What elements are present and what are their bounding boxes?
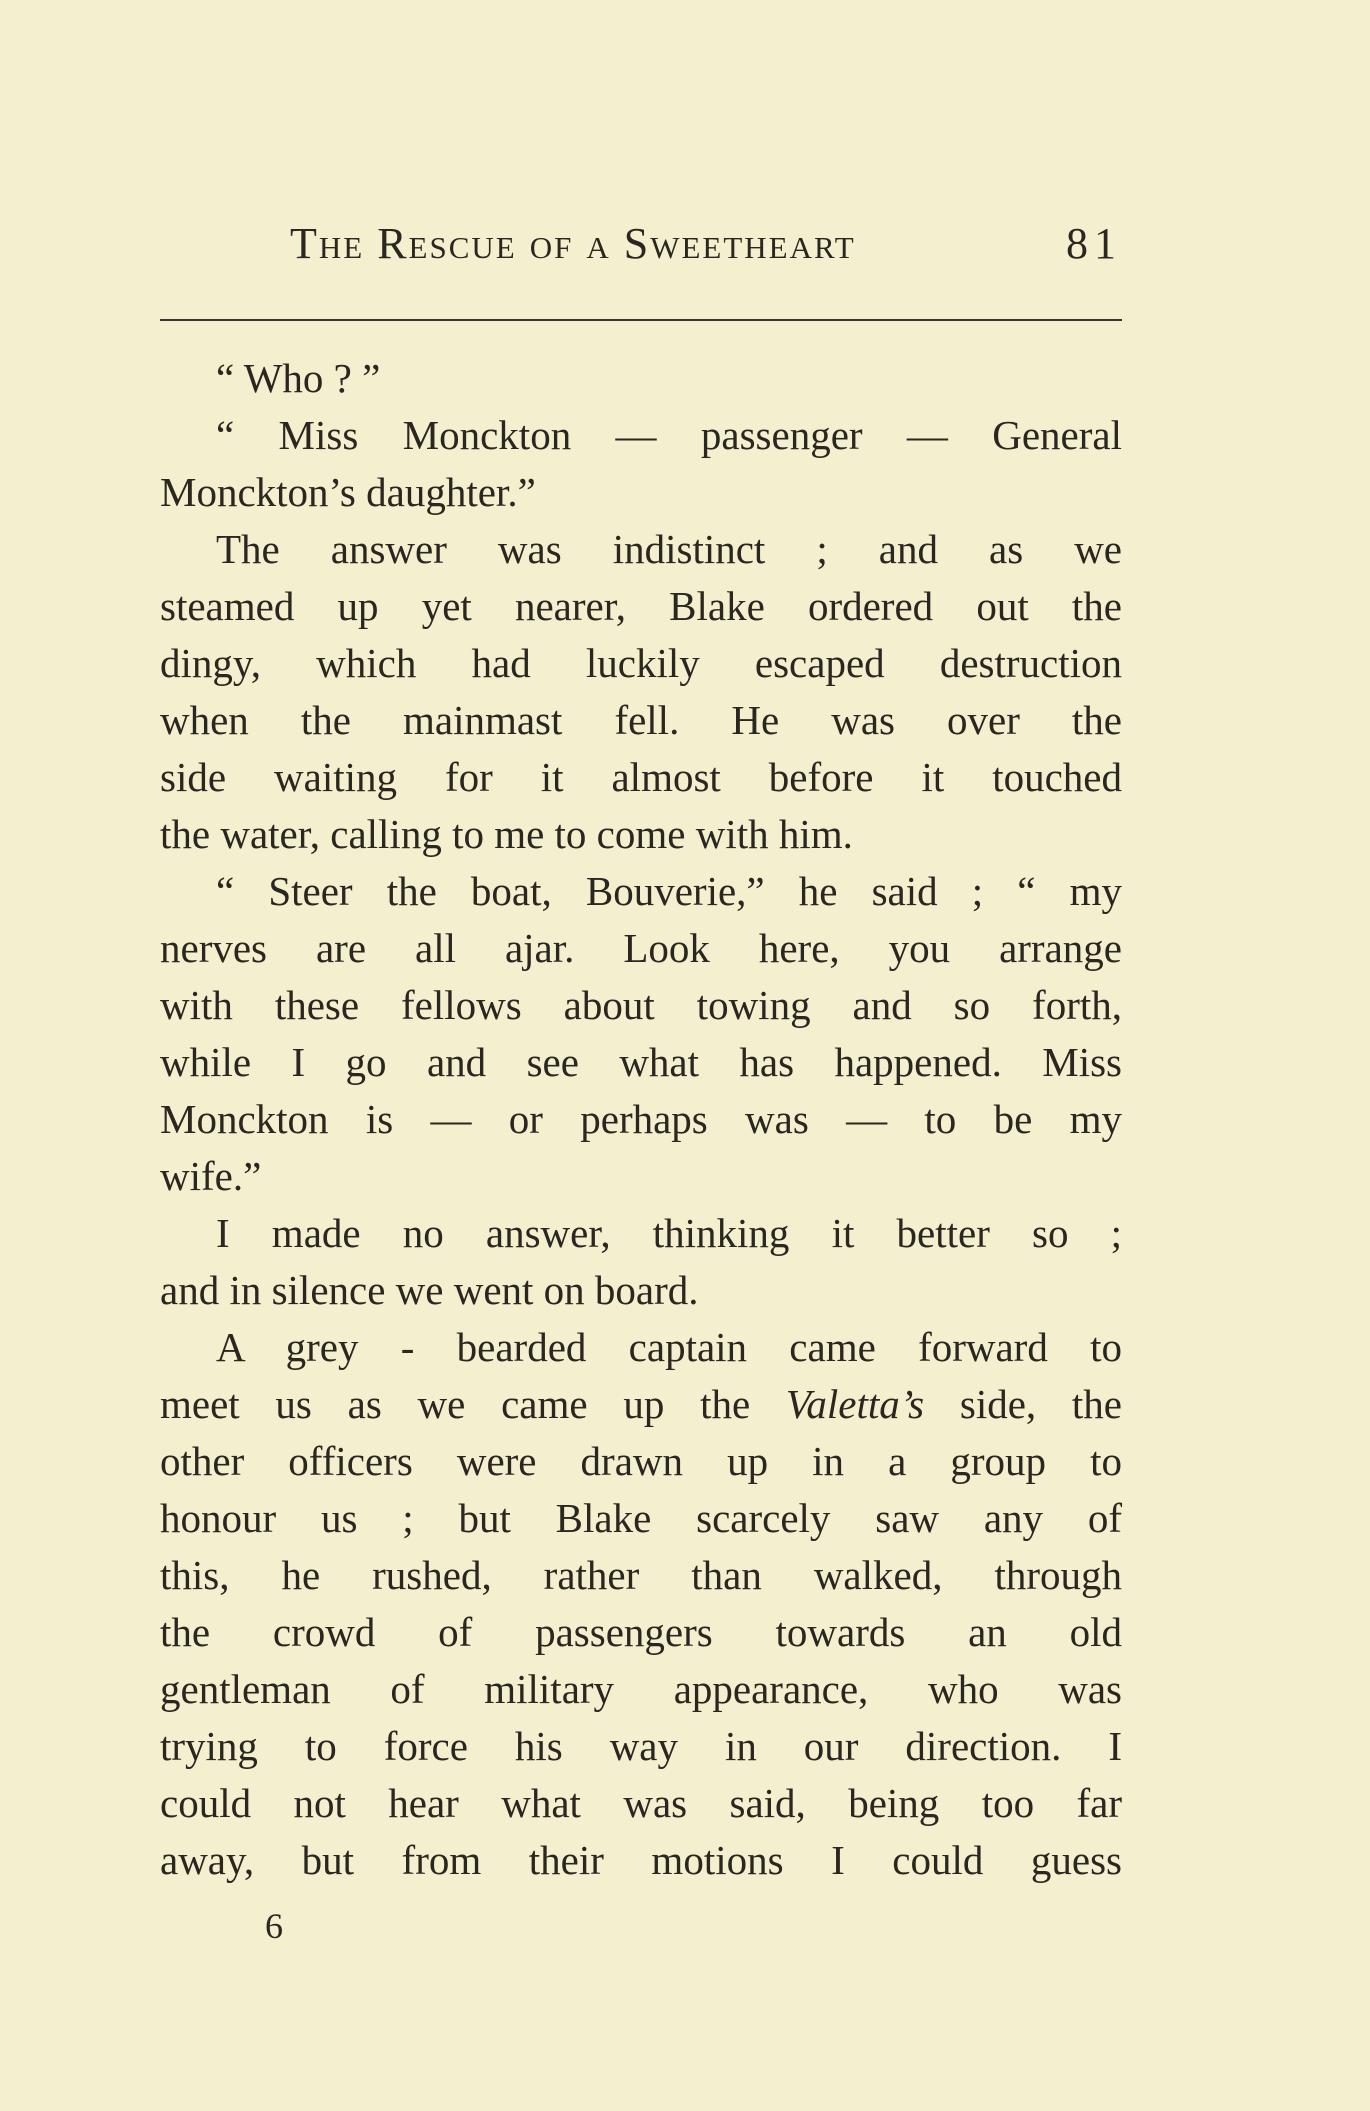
text-line: when the mainmast fell. He was over the xyxy=(160,697,1122,743)
text-line: Monckton’s daughter.” xyxy=(160,469,536,515)
text-line: trying to force his way in our direction. I xyxy=(160,1723,1122,1769)
text-segment: side, the xyxy=(924,1381,1122,1427)
text-line: dingy, which had luckily escaped destruction xyxy=(160,640,1122,686)
text-line: “ Who ? ” xyxy=(216,355,381,401)
text-line: A grey - bearded captain came forward to xyxy=(216,1324,1122,1370)
text-line: “ Miss Monckton — passenger — General xyxy=(216,412,1122,458)
text-line: side waiting for it almost before it touched xyxy=(160,754,1122,800)
text-line: I made no answer, thinking it better so ; xyxy=(216,1210,1122,1256)
text-line: The answer was indistinct ; and as we xyxy=(216,526,1122,572)
text-line: nerves are all ajar. Look here, you arrange xyxy=(160,925,1122,971)
text-line: this, he rushed, rather than walked, through xyxy=(160,1552,1122,1598)
text-line: with these fellows about towing and so forth, xyxy=(160,982,1122,1028)
text-line: the crowd of passengers towards an old xyxy=(160,1609,1122,1655)
text-line: “ Steer the boat, Bouverie,” he said ; “ my xyxy=(216,868,1122,914)
text-line: and in silence we went on board. xyxy=(160,1267,699,1313)
text-line: steamed up yet nearer, Blake ordered out the xyxy=(160,583,1122,629)
text-segment: meet us as we came up the xyxy=(160,1381,786,1427)
text-line: the water, calling to me to come with him. xyxy=(160,811,853,857)
running-title: The Rescue of a Sweetheart xyxy=(290,219,856,268)
text-line: gentleman of military appearance, who was xyxy=(160,1666,1122,1712)
text-line: Monckton is — or perhaps was — to be my xyxy=(160,1096,1122,1142)
text-line: other officers were drawn up in a group to xyxy=(160,1438,1122,1484)
text-line xyxy=(160,1376,1122,1433)
header-rule xyxy=(160,319,1122,321)
signature-mark: 6 xyxy=(265,1906,283,1946)
text-line: while I go and see what has happened. Miss xyxy=(160,1039,1122,1085)
text-line: wife.” xyxy=(160,1153,262,1199)
text-line: could not hear what was said, being too far xyxy=(160,1780,1122,1826)
ship-name: Valetta’s xyxy=(785,1381,925,1427)
text-line: away, but from their motions I could guess xyxy=(160,1837,1122,1883)
text-line: honour us ; but Blake scarcely saw any of xyxy=(160,1495,1122,1541)
page-number: 81 xyxy=(1066,219,1122,268)
body-text xyxy=(160,350,1122,1889)
running-header xyxy=(160,218,1122,278)
